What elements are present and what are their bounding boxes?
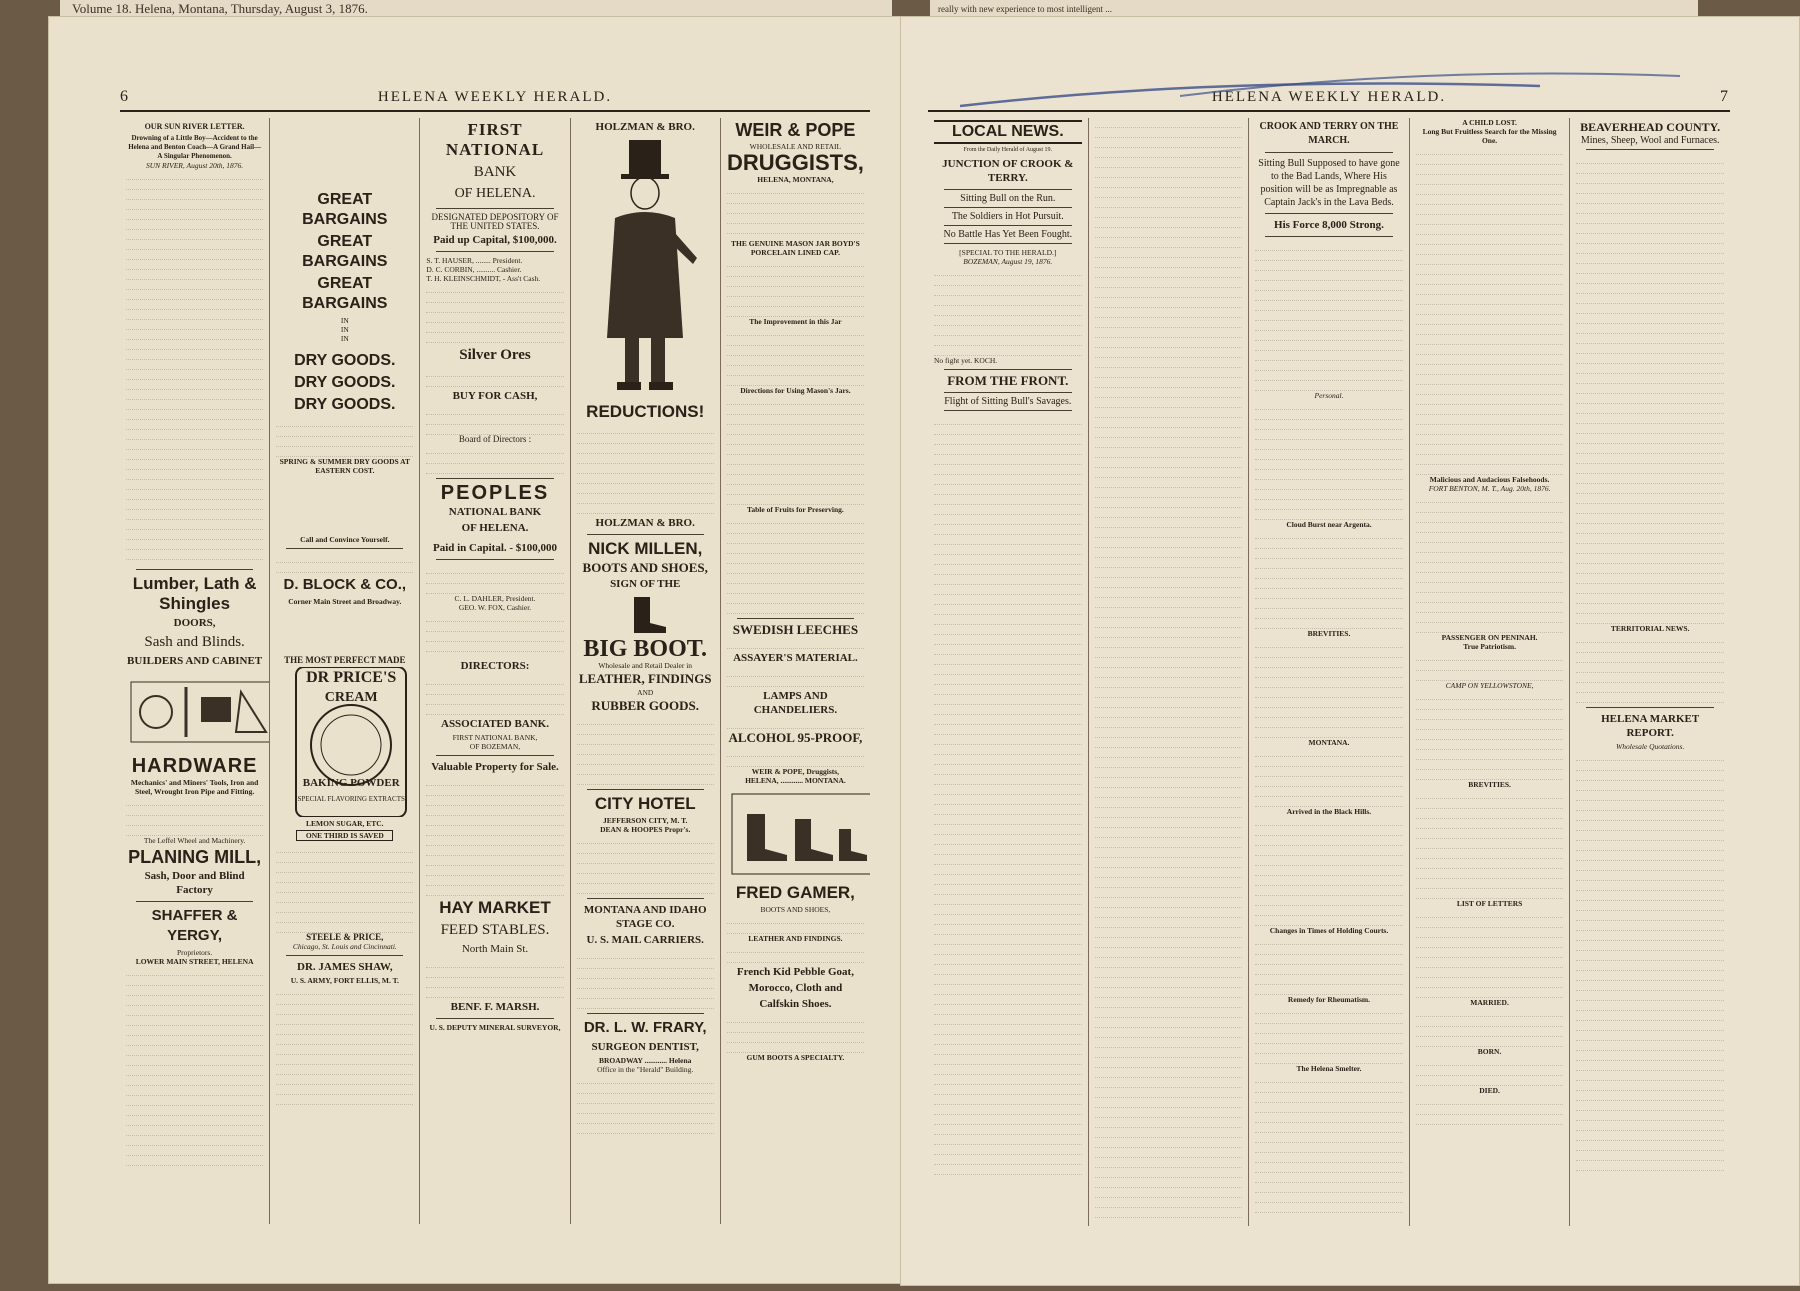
hay-market: HAY MARKET <box>439 898 551 917</box>
boots-and-shoes: BOOTS AND SHOES, <box>582 560 708 575</box>
column-2 <box>1089 118 1250 1226</box>
directions: Directions for Using Mason's Jars. <box>740 386 851 395</box>
brevities-2: BREVITIES. <box>1468 780 1511 789</box>
page-number: 7 <box>1720 88 1730 105</box>
mason-jar: THE GENUINE MASON JAR BOYD'S PORCELAIN LINED CAP. <box>731 239 860 257</box>
and: AND <box>637 688 654 697</box>
most-perfect: THE MOST PERFECT MADE <box>284 655 406 665</box>
paid-capital: Paid up Capital, $100,000. <box>433 234 557 246</box>
great-bargains-3: GREAT BARGAINS <box>302 275 388 312</box>
local-news: LOCAL NEWS. <box>934 120 1082 144</box>
top-strip-left: Volume 18. Helena, Montana, Thursday, August 3, 1876. <box>60 0 892 18</box>
cloud-burst: Cloud Burst near Argenta. <box>1286 520 1372 529</box>
fox: GEO. W. FOX, Cashier. <box>458 603 532 612</box>
dahler: C. L. DAHLER, President. <box>454 594 536 603</box>
calfskin: Calfskin Shoes. <box>759 998 832 1010</box>
builders-ad: BUILDERS AND CABINET <box>127 655 263 667</box>
dr-prices: DR PRICE'S <box>306 669 397 686</box>
french-kid: French Kid Pebble Goat, <box>736 966 854 978</box>
rheumatism: Remedy for Rheumatism. <box>1287 995 1371 1004</box>
city-hotel: CITY HOTEL <box>594 794 696 813</box>
call-convince: Call and Convince Yourself. <box>300 535 390 544</box>
article-continuation <box>1095 118 1243 1218</box>
market-report: HELENA MARKET REPORT. <box>1601 713 1700 739</box>
sash-ad: Sash and Blinds. <box>144 634 245 650</box>
article-body <box>126 170 263 565</box>
proprietors: Proprietors. <box>176 948 213 957</box>
soldiers-pursuit: The Soldiers in Hot Pursuit. <box>951 211 1064 222</box>
swedish-leeches: SWEDISH LEECHES <box>732 622 859 637</box>
mineral-surveyor: U. S. DEPUTY MINERAL SURVEYOR, <box>429 1023 561 1032</box>
flavoring-extracts: SPECIAL FLAVORING EXTRACTS <box>297 795 405 803</box>
falsehoods: Malicious and Audacious Falsehoods. <box>1429 475 1550 484</box>
special: [SPECIAL TO THE HERALD.] <box>959 248 1057 257</box>
spring-summer: SPRING & SUMMER DRY GOODS AT EASTERN COST. <box>279 457 410 475</box>
beaverhead: BEAVERHEAD COUNTY. <box>1580 120 1721 134</box>
dry-goods-2: DRY GOODS. <box>294 374 396 391</box>
column-1 <box>120 118 270 1224</box>
assoc-bozeman: OF BOZEMAN, <box>469 742 521 751</box>
column-2 <box>270 118 420 1224</box>
doors-ad: DOORS, <box>173 617 216 629</box>
jefferson-city: JEFFERSON CITY, M. T. <box>602 816 688 825</box>
baking-powder-label <box>276 667 420 817</box>
sitting-bull-run: Sitting Bull on the Run. <box>960 193 1056 204</box>
wholesale-retail: WHOLESALE AND RETAIL <box>749 142 842 151</box>
camp-yellowstone: CAMP ON YELLOWSTONE, <box>1445 681 1534 690</box>
lower-main-street: LOWER MAIN STREET, HELENA <box>135 957 254 966</box>
in-label: IN <box>340 325 349 334</box>
alcohol: ALCOHOL 95-PROOF, <box>728 730 863 745</box>
depository: DESIGNATED DEPOSITORY OF THE UNITED STATES. <box>431 212 559 231</box>
column-3 <box>1249 118 1410 1226</box>
peoples-of-helena: OF HELENA. <box>461 522 529 534</box>
block-address: Corner Main Street and Broadway. <box>288 597 402 606</box>
assayers-material: ASSAYER'S MATERIAL. <box>733 652 858 664</box>
shaffer-yergy: SHAFFER & YERGY, <box>151 907 238 944</box>
lumber-ad: Lumber, Lath & Shingles <box>132 574 257 613</box>
list-letters: LIST OF LETTERS <box>1456 899 1523 908</box>
fred-gamer: FRED GAMER, <box>735 883 855 902</box>
d-block-co: D. BLOCK & CO., <box>283 576 407 593</box>
rubber-goods: RUBBER GOODS. <box>591 698 700 713</box>
peoples-national-bank: NATIONAL BANK <box>448 506 542 518</box>
force-8000: His Force 8,000 Strong. <box>1274 219 1384 231</box>
officer-3: T. H. KLEINSCHMIDT, - Ass't Cash. <box>426 274 541 283</box>
child-lost: A CHILD LOST. <box>1462 118 1517 127</box>
holzman-2: HOLZMAN & BRO. <box>595 517 695 529</box>
married: MARRIED. <box>1470 998 1509 1007</box>
reductions: REDUCTIONS! <box>586 402 705 421</box>
valuable-property: Valuable Property for Sale. <box>431 761 559 773</box>
wholesale-dealer: Wholesale and Retail Dealer in <box>598 661 693 670</box>
cream: CREAM <box>324 690 378 705</box>
subhead: Drowning of a Little Boy—Accident to the Helena and Benton Coach—A Grand Hail—A Singular Phenomenon. <box>128 134 262 160</box>
broadway: BROADWAY ............ Helena <box>599 1056 692 1065</box>
helena-montana-2: HELENA, ............ MONTANA. <box>745 776 846 785</box>
dean-hoopes: DEAN & HOOPES Propr's. <box>600 825 691 834</box>
territorial-news: TERRITORIAL NEWS. <box>1610 624 1690 633</box>
mines-sheep: Mines, Sheep, Wool and Furnaces. <box>1580 135 1720 146</box>
druggists: DRUGGISTS, <box>726 150 864 175</box>
masthead-title: HELENA WEEKLY HERALD. <box>1211 89 1447 105</box>
big-boot: BIG BOOT. <box>583 636 707 662</box>
masthead-title: HELENA WEEKLY HERALD. <box>377 89 613 105</box>
silver-ores: Silver Ores <box>459 347 531 363</box>
dry-goods-3: DRY GOODS. <box>294 396 396 413</box>
flight: Flight of Sitting Bull's Savages. <box>944 396 1072 407</box>
benton-dateline: FORT BENTON, M. T., Aug. 20th, 1876. <box>1428 484 1551 493</box>
wholesale-quotations: Wholesale Quotations. <box>1616 742 1685 751</box>
holzman-header: HOLZMAN & BRO. <box>595 121 695 133</box>
nick-millen: NICK MILLEN, <box>588 539 703 558</box>
peoples: PEOPLES <box>440 482 550 504</box>
officer-2: D. C. CORBIN, .......... Cashier. <box>426 265 522 274</box>
shaw-army: U. S. ARMY, FORT ELLIS, M. T. <box>290 976 399 985</box>
leather-findings: LEATHER, FINDINGS <box>578 671 712 686</box>
bank: BANK <box>473 164 517 180</box>
preserving-table: Table of Fruits for Preserving. <box>747 505 844 514</box>
feed-stables: FEED STABLES. <box>440 922 550 938</box>
board-directors: Board of Directors : <box>458 434 532 444</box>
lemon-sugar: LEMON SUGAR, ETC. <box>306 819 384 828</box>
weir-pope: WEIR & POPE <box>735 120 856 140</box>
peoples-capital: Paid in Capital. - $100,000 <box>432 542 558 554</box>
column-3 <box>420 118 570 1224</box>
black-hills: Arrived in the Black Hills. <box>1286 807 1372 816</box>
of-helena: OF HELENA. <box>454 186 536 201</box>
dr-james-shaw: DR. JAMES SHAW, <box>297 961 393 973</box>
child-sub: Long But Fruitless Search for the Missing One. <box>1422 127 1557 145</box>
great-bargains-1: GREAT BARGAINS <box>302 191 388 228</box>
boot-icon <box>620 595 670 635</box>
from-daily: From the Daily Herald of August 19. <box>963 147 1053 153</box>
lamps-chandeliers: LAMPS AND CHANDELIERS. <box>753 690 838 716</box>
ink-marks-icon <box>920 56 1780 126</box>
morocco: Morocco, Cloth and <box>748 982 843 994</box>
no-battle: No Battle Has Yet Been Fought. <box>943 229 1073 240</box>
assoc-first-national: FIRST NATIONAL BANK, <box>452 733 538 742</box>
gamer-leather: LEATHER AND FINDINGS. <box>748 934 843 943</box>
patriotism: True Patriotism. <box>1463 642 1516 651</box>
newspaper-page-6 <box>48 16 910 1284</box>
improvement: The Improvement in this Jar <box>749 317 842 326</box>
columns <box>120 118 870 1224</box>
column-5 <box>721 118 870 1224</box>
north-main: North Main St. <box>461 943 529 955</box>
baking-powder: BAKING POWDER <box>302 777 400 789</box>
newspaper-page-7 <box>900 16 1800 1286</box>
in-label: IN <box>340 334 349 343</box>
benf-marsh: BENF. F. MARSH. <box>450 1001 540 1013</box>
passenger: PASSENGER ON PENINAH. <box>1441 633 1538 642</box>
died: DIED. <box>1479 1086 1500 1095</box>
directors-label: DIRECTORS: <box>460 660 530 672</box>
page-number: 6 <box>120 88 130 105</box>
leffel-line: The Leffel Wheel and Machinery. <box>143 836 246 845</box>
associated-bank: ASSOCIATED BANK. <box>441 718 549 730</box>
column-4 <box>1410 118 1571 1226</box>
weir-pope-2: WEIR & POPE, Druggists, <box>751 767 840 776</box>
column-4 <box>571 118 721 1224</box>
smelter: The Helena Smelter. <box>1296 1064 1362 1073</box>
great-bargains-2: GREAT BARGAINS <box>302 233 388 270</box>
courts: Changes in Times of Holding Courts. <box>1269 926 1389 935</box>
montana: MONTANA. <box>1308 738 1350 747</box>
shoes-illustration-icon <box>727 789 870 879</box>
columns <box>928 118 1730 1226</box>
buy-for-cash: BUY FOR CASH, <box>452 390 538 402</box>
hardware-sub: Mechanics' and Miners' Tools, Iron and Steel, Wrought Iron Pipe and Fitting. <box>130 778 259 796</box>
personal: Personal. <box>1314 391 1344 400</box>
stage-co: MONTANA AND IDAHO STAGE CO. <box>583 904 707 930</box>
born: BORN. <box>1477 1047 1502 1056</box>
signature: No fight yet. KOCH. <box>934 356 998 365</box>
brevities: BREVITIES. <box>1307 629 1351 638</box>
planing-mill: PLANING MILL, <box>128 847 262 867</box>
sitting-bull-bad-lands: Sitting Bull Supposed to have gone to the Bad Lands, Where His position will be as Impregnable as Captain Jack's in the Lava Beds. <box>1258 158 1400 208</box>
hardware-ad: HARDWARE <box>131 755 258 777</box>
office-herald: Office in the "Herald" Building. <box>597 1065 694 1074</box>
sash-door-factory: Sash, Door and Blind Factory <box>144 870 245 896</box>
gamer-boots: BOOTS AND SHOES, <box>760 905 831 914</box>
gentleman-figure-icon <box>585 138 705 398</box>
column-1 <box>928 118 1089 1226</box>
crook-terry-march: CROOK AND TERRY ON THE MARCH. <box>1259 121 1399 146</box>
tools-illustration-icon <box>126 672 270 752</box>
gum-boots: GUM BOOTS A SPECIALTY. <box>746 1053 845 1062</box>
dateline: BOZEMAN, August 19, 1876. <box>963 257 1053 266</box>
steele-sub: Chicago, St. Louis and Cincinnati. <box>292 942 397 951</box>
dateline: SUN RIVER, August 20th, 1876. <box>146 161 244 170</box>
headline: OUR SUN RIVER LETTER. <box>144 122 245 131</box>
column-5 <box>1570 118 1730 1226</box>
page-header <box>120 84 870 112</box>
dry-goods-1: DRY GOODS. <box>294 352 396 369</box>
mail-carriers: U. S. MAIL CARRIERS. <box>586 934 704 946</box>
steele-price: STEELE & PRICE, <box>306 932 384 942</box>
in-label: IN <box>340 316 349 325</box>
dr-frary: DR. L. W. FRARY, <box>583 1019 707 1036</box>
one-third-saved: ONE THIRD IS SAVED <box>296 830 393 841</box>
top-strip-right: really with new experience to most intelligent ... <box>930 0 1698 18</box>
helena-montana: HELENA, MONTANA, <box>757 175 834 184</box>
officer-1: S. T. HAUSER, ........ President. <box>426 256 523 265</box>
junction: JUNCTION OF CROOK & TERRY. <box>942 158 1074 184</box>
first-national: FIRST NATIONAL <box>445 120 545 159</box>
surgeon-dentist: SURGEON DENTIST, <box>591 1041 699 1053</box>
from-front: FROM THE FRONT. <box>947 373 1069 388</box>
sign-of-the: SIGN OF THE <box>610 578 681 590</box>
